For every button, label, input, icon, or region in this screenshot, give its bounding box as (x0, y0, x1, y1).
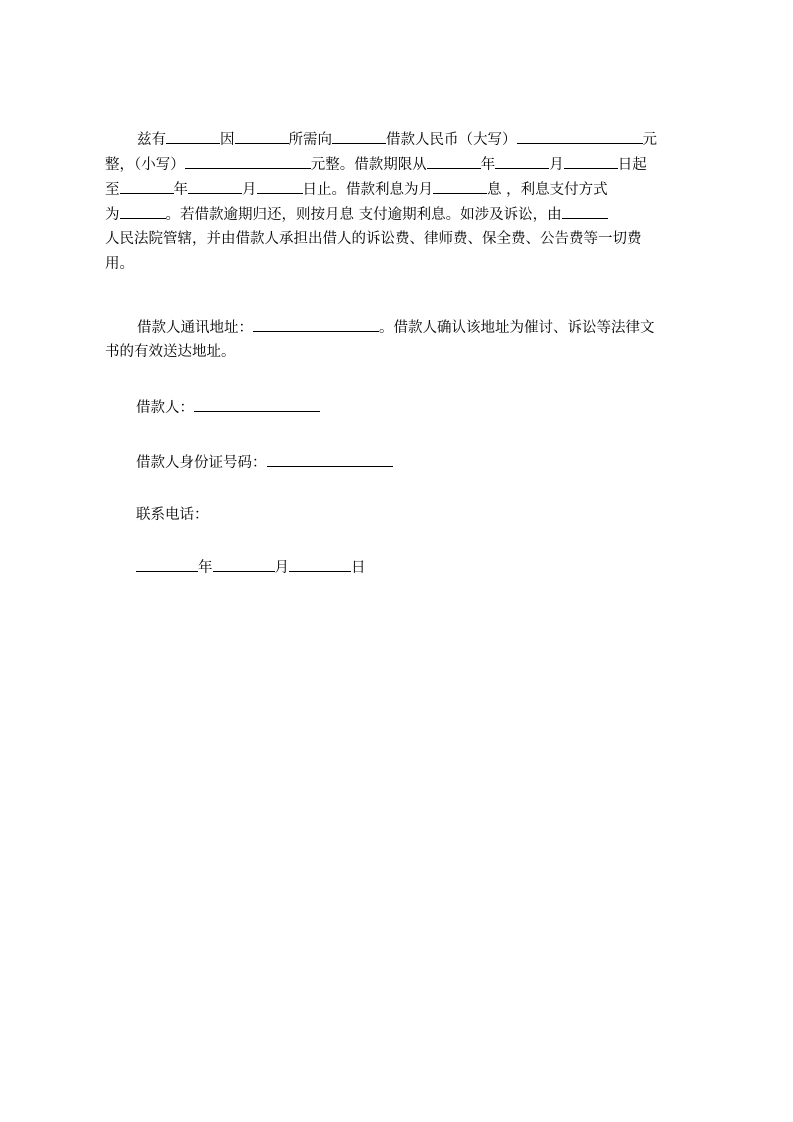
text-zheng-xiaoxie: 整，（小写） (105, 157, 185, 173)
blank-lender[interactable] (166, 127, 220, 144)
text-yue-2: 月 (242, 182, 257, 198)
borrower-signature-blank[interactable] (194, 395, 320, 412)
text-court-clause: 人民法院管辖，并由借款人承担出借人的诉讼费、律师费、保全费、公告费等一切费 (105, 231, 642, 247)
address-label: 借款人通讯地址： (137, 320, 253, 336)
borrower-line (136, 395, 731, 421)
terms-line-2 (105, 152, 700, 177)
date-month-blank[interactable] (213, 555, 275, 572)
text-nian-1: 年 (480, 157, 496, 173)
blank-end-month[interactable] (188, 177, 242, 194)
blank-start-month[interactable] (495, 152, 549, 169)
text-suoxuxiang: 所需向 (288, 132, 332, 148)
blank-end-year[interactable] (120, 177, 174, 194)
text-rizhi-lixi: 日止。借款利息为月 (302, 182, 433, 198)
blank-amount-uppercase[interactable] (517, 127, 643, 144)
loan-terms-paragraph (105, 127, 700, 277)
borrower-label: 借款人： (136, 400, 194, 416)
date-day-label: 日 (351, 560, 366, 576)
text-yin: 因 (220, 132, 235, 148)
terms-line-1 (105, 127, 700, 152)
blank-payment-method[interactable] (120, 202, 166, 219)
text-jiekuan-daxie: 借款人民币（大写） (386, 132, 517, 148)
text-riqi: 日起 (617, 157, 647, 173)
blank-amount-lowercase[interactable] (185, 152, 311, 169)
id-number-blank[interactable] (267, 450, 393, 467)
date-line (136, 555, 731, 581)
blank-end-day[interactable] (257, 177, 303, 194)
address-line-1 (105, 315, 700, 340)
date-year-blank[interactable] (136, 555, 198, 572)
address-paragraph (105, 315, 700, 365)
terms-line-6 (105, 252, 700, 277)
id-label: 借款人身份证号码： (136, 455, 267, 471)
text-yong: 用。 (105, 256, 134, 272)
text-yuqi-susong: 。若借款逾期归还，则按月息 支付逾期利息。如涉及诉讼，由 (165, 207, 562, 223)
date-day-blank[interactable] (289, 555, 351, 572)
text-yuan: 元 (642, 132, 657, 148)
address-confirm-text: 。借款人确认该地址为催讨、诉讼等法律文 (379, 320, 655, 336)
blank-start-day[interactable] (564, 152, 618, 169)
blank-interest-rate[interactable] (433, 177, 487, 194)
phone-line (136, 503, 731, 528)
date-month-label: 月 (274, 560, 289, 576)
terms-line-5 (105, 227, 700, 252)
text-zhi: 至 (105, 182, 120, 198)
text-wei: 为 (105, 207, 120, 223)
address-confirm-text-2: 书的有效送达地址。 (105, 344, 236, 360)
id-line (136, 450, 731, 476)
blank-reason[interactable] (235, 127, 289, 144)
terms-line-3 (105, 177, 700, 202)
blank-start-year[interactable] (427, 152, 481, 169)
text-yue-1: 月 (549, 157, 564, 173)
phone-label: 联系电话： (136, 507, 209, 523)
text-nian-2: 年 (173, 182, 188, 198)
address-blank[interactable] (253, 315, 379, 332)
text-yuanzheng-qixian: 元整。借款期限从 (310, 157, 427, 173)
text-xi-zhifu: 息 ，利息支付方式 (487, 182, 608, 198)
blank-court[interactable] (562, 202, 608, 219)
address-line-2 (105, 340, 700, 365)
terms-line-4 (105, 202, 700, 227)
date-year-label: 年 (198, 560, 213, 576)
text-ziyou: 兹有 (137, 132, 166, 148)
blank-borrower[interactable] (332, 127, 386, 144)
